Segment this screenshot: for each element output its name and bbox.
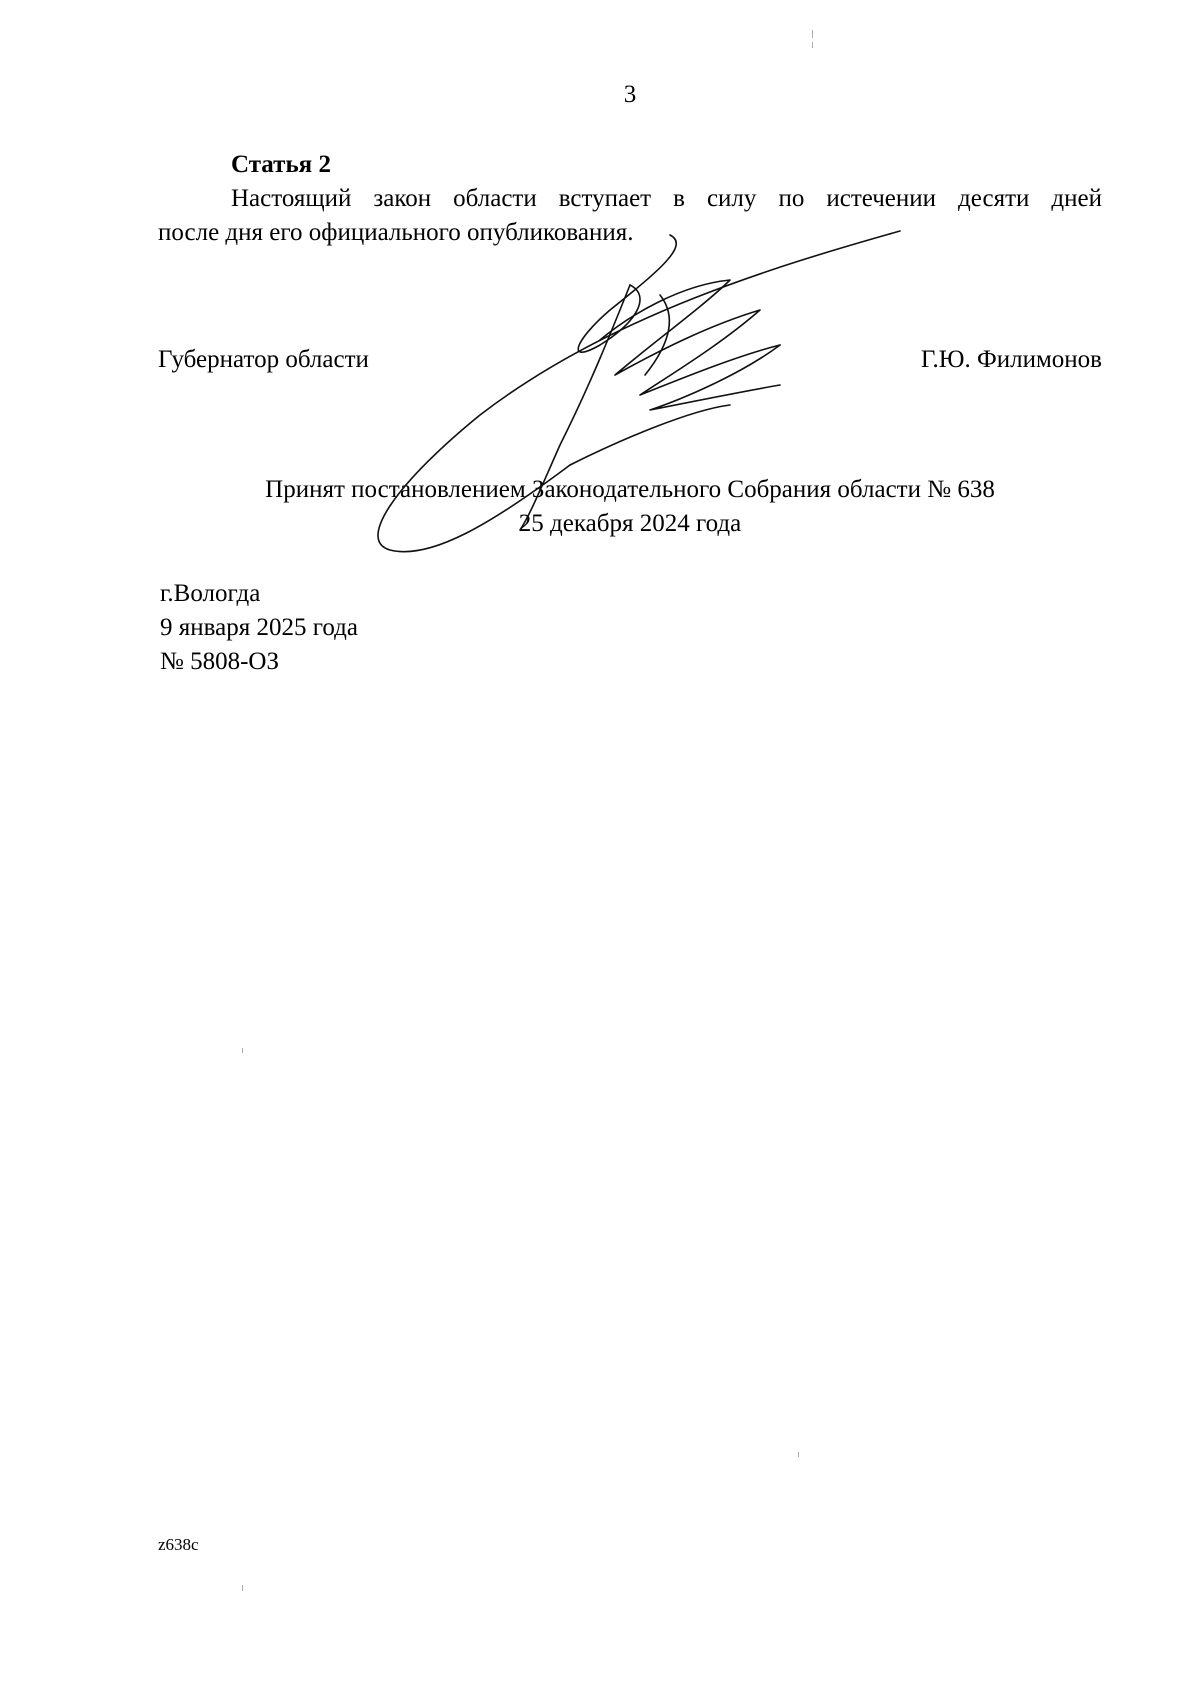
place-city: г.Вологда (160, 580, 261, 607)
adoption-block (0, 473, 1200, 541)
law-date: 9 января 2025 года (160, 614, 358, 641)
scan-speck (798, 1452, 799, 1457)
scan-speck (812, 42, 813, 48)
place-date-block (160, 577, 358, 679)
adoption-date: 25 декабря 2024 года (518, 510, 742, 537)
scan-speck (242, 1048, 243, 1053)
law-number: № 5808-ОЗ (160, 648, 280, 675)
page-number: 3 (623, 81, 637, 108)
scan-speck (242, 1585, 243, 1591)
article-heading: Статья 2 (231, 151, 331, 178)
governor-name: Г.Ю. Филимонов (920, 346, 1102, 373)
article-text-line-2: после дня его официального опубликования. (158, 219, 634, 246)
governor-title: Губернатор области (158, 346, 369, 373)
scan-speck (812, 30, 813, 38)
article-text-line-1: Настоящий закон области вступает в силу по истечении десяти дней (231, 185, 1102, 212)
adoption-line-1: Принят постановлением Законодательного Собрания области № 638 (265, 476, 995, 503)
article-body (158, 182, 1102, 250)
document-code: z638c (158, 1535, 199, 1554)
